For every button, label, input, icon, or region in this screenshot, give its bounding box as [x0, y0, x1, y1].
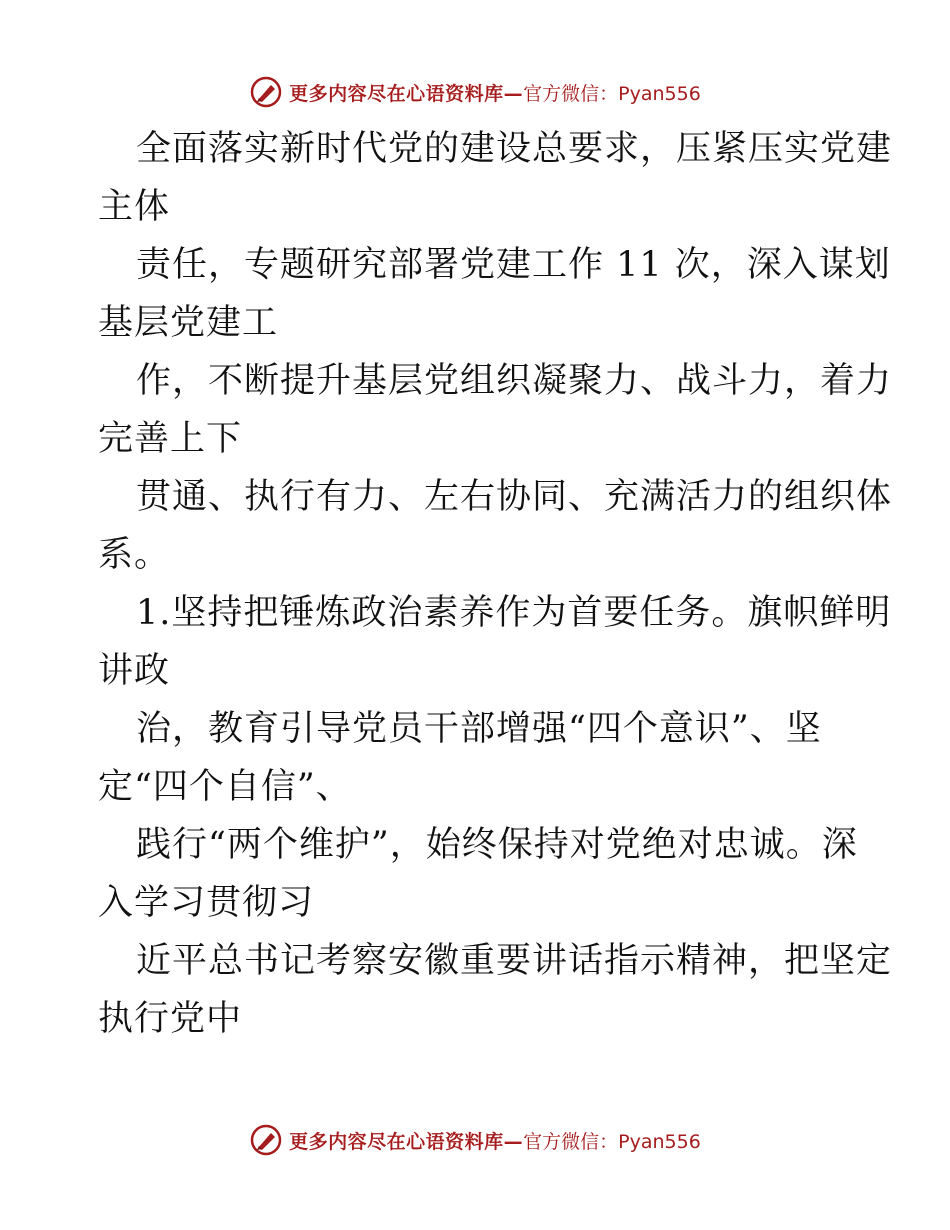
document-body — [98, 120, 893, 1048]
line-text: 全面落实新时代党的建设总要求，压紧压实党建 — [136, 129, 893, 169]
line-continuation: 讲政 — [98, 651, 171, 691]
line-continuation: 入学习贯彻习 — [98, 883, 315, 923]
line-continuation: 定“四个自信”、 — [98, 767, 352, 807]
paragraph-line — [98, 468, 893, 584]
watermark-text: 更多内容尽在心语资料库— — [289, 1130, 524, 1153]
line-continuation: 完善上下 — [98, 419, 243, 459]
header-watermark — [0, 72, 950, 112]
line-text: 作，不断提升基层党组织凝聚力、战斗力，着力 — [136, 361, 893, 401]
paragraph-line — [98, 584, 892, 700]
paragraph-line — [98, 352, 893, 468]
line-text: 责任，专题研究部署党建工作 11 次，深入谋划 — [136, 245, 891, 285]
line-text: 1.坚持把锤炼政治素养作为首要任务。旗帜鲜明 — [136, 593, 892, 633]
paragraph-line — [98, 236, 891, 352]
footer-watermark — [0, 1120, 950, 1160]
line-text: 践行“两个维护”，始终保持对党绝对忠诚。深 — [136, 825, 858, 865]
paragraph-line — [98, 700, 858, 816]
line-continuation: 系。 — [98, 535, 171, 575]
pen-logo-icon — [249, 1123, 283, 1157]
line-continuation: 执行党中 — [98, 999, 243, 1039]
paragraph-line — [98, 816, 858, 932]
line-continuation: 基层党建工 — [98, 303, 279, 343]
line-continuation: 主体 — [98, 187, 171, 227]
line-text: 近平总书记考察安徽重要讲话指示精神，把坚定 — [136, 941, 893, 981]
paragraph-line — [98, 120, 893, 236]
line-text: 治，教育引导党员干部增强“四个意识”、坚 — [136, 709, 822, 749]
watermark-contact: 官方微信：Pyan556 — [523, 82, 701, 105]
watermark-text: 更多内容尽在心语资料库— — [289, 82, 524, 105]
pen-logo-icon — [249, 75, 283, 109]
paragraph-line — [98, 932, 893, 1048]
line-text: 贯通、执行有力、左右协同、充满活力的组织体 — [136, 477, 893, 517]
watermark-contact: 官方微信：Pyan556 — [523, 1130, 701, 1153]
